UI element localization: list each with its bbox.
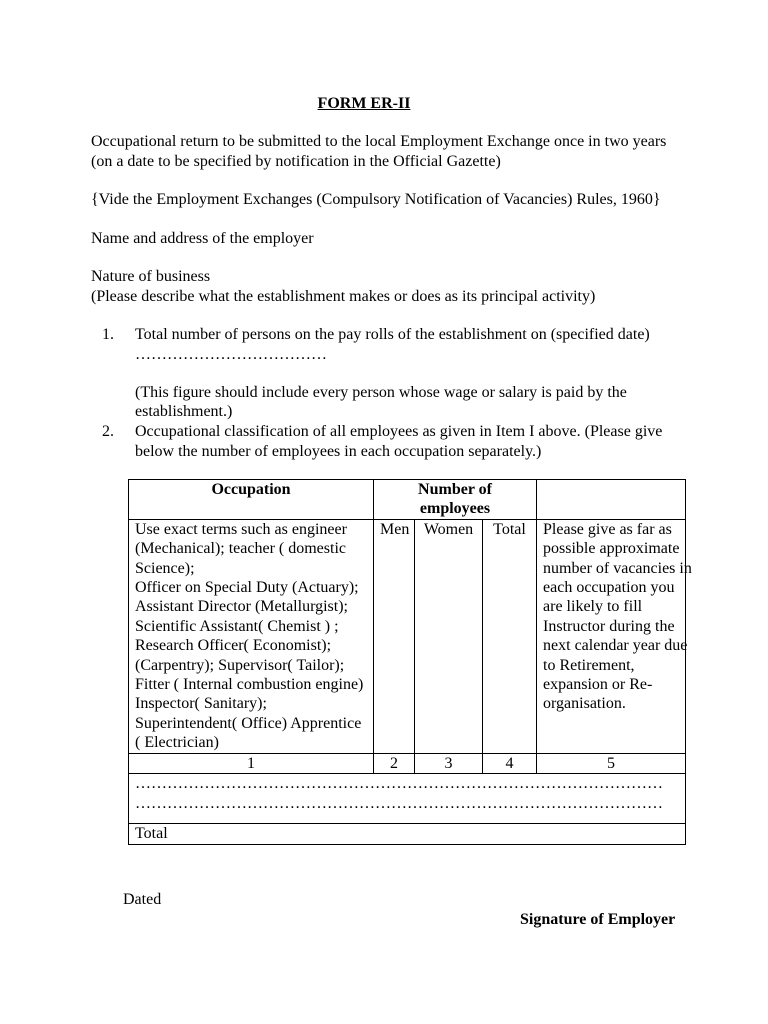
number-header-line-1: Number of <box>418 481 492 498</box>
remarks-line: Please give as far as <box>543 520 672 538</box>
remarks-line: possible approximate <box>543 540 680 558</box>
column-number-4: 4 <box>483 753 537 773</box>
occupation-table <box>128 479 692 845</box>
men-column-header: Men <box>374 519 415 753</box>
occupation-description-line: Use exact terms such as engineer <box>135 520 347 538</box>
column-number-row <box>129 753 686 773</box>
occupation-description-line: Officer on Special Duty (Actuary); <box>135 579 359 597</box>
remarks-line: Instructor during the <box>543 617 675 635</box>
entry-blank-lines[interactable] <box>129 774 686 824</box>
occupation-description <box>129 519 374 753</box>
occupation-description-line: ( Electrician) <box>135 734 219 752</box>
occupation-description-line: Science); <box>135 559 195 577</box>
dated-label: Dated <box>123 891 162 908</box>
remarks-line: number of vacancies in <box>543 559 692 577</box>
occupation-description-line: Scientific Assistant( Chemist ) ; <box>135 617 339 635</box>
form-title: FORM ER-II <box>317 95 411 112</box>
item-2-text-line-2: below the number of employees in each occupation separately.) <box>135 443 542 460</box>
occupation-description-line: Superintendent( Office) Apprentice <box>135 714 362 732</box>
entry-dotted-line-2: ……………………………………………………………………………………… <box>135 794 663 812</box>
signature-of-employer-label: Signature of Employer <box>520 911 676 928</box>
women-column-header: Women <box>415 519 483 753</box>
occupation-description-line: Fitter ( Internal combustion engine) <box>135 676 364 694</box>
entry-dotted-line-1: ……………………………………………………………………………………… <box>135 775 663 793</box>
occupation-description-line: Inspector( Sanitary); <box>135 695 267 713</box>
nature-of-business-hint: (Please describe what the establishment makes or does as its principal activity) <box>91 288 596 305</box>
intro-line-2: (on a date to be specified by notification in the Official Gazette) <box>91 153 501 170</box>
occupation-header: Occupation <box>129 480 374 520</box>
total-row <box>129 824 686 844</box>
total-column-header: Total <box>483 519 537 753</box>
intro-line-1: Occupational return to be submitted to the local Employment Exchange once in two years <box>91 133 667 150</box>
vide-rules-reference: {Vide the Employment Exchanges (Compulsory Notification of Vacancies) Rules, 1960} <box>91 191 661 208</box>
occupation-description-line: Research Officer( Economist); <box>135 637 332 655</box>
item-2-text-line-1: Occupational classification of all employees as given in Item I above. (Please give <box>135 423 663 440</box>
item-1-number: 1. <box>102 326 114 343</box>
column-number-3: 3 <box>415 753 483 773</box>
occupation-description-line: (Mechanical); teacher ( domestic <box>135 540 346 558</box>
vacancies-remarks <box>537 519 692 753</box>
number-header-line-2: employees <box>419 500 491 518</box>
column-number-5: 5 <box>537 753 686 773</box>
number-of-employees-header <box>374 480 537 520</box>
item-1-note-line-1: (This figure should include every person whose wage or salary is paid by the <box>135 384 627 401</box>
table-header-row <box>129 480 686 520</box>
remarks-line: each occupation you <box>543 579 675 597</box>
remarks-line: next calendar year due <box>543 637 688 655</box>
remarks-line: to Retirement, <box>543 656 635 674</box>
remarks-line: organisation. <box>543 695 626 713</box>
column-number-1: 1 <box>129 753 374 773</box>
item-1-note-line-2: establishment.) <box>135 403 233 420</box>
nature-of-business-label: Nature of business <box>91 268 211 285</box>
total-label: Total <box>129 824 686 844</box>
remarks-line: are likely to fill <box>543 598 643 616</box>
remarks-header <box>537 480 686 520</box>
entry-row <box>129 774 686 824</box>
occupation-description-line: (Carpentry); Supervisor( Tailor); <box>135 656 345 674</box>
employer-name-address-label: Name and address of the employer <box>91 230 314 247</box>
occupation-description-line: Assistant Director (Metallurgist); <box>135 598 348 616</box>
item-2-number: 2. <box>102 423 114 440</box>
item-1-text: Total number of persons on the pay rolls of the establishment on (specified date) <box>135 326 650 343</box>
column-number-2: 2 <box>374 753 415 773</box>
item-1-date-blank: ……………………………… <box>135 346 327 363</box>
table-subheader-row <box>129 519 686 753</box>
remarks-line: expansion or Re- <box>543 676 653 694</box>
